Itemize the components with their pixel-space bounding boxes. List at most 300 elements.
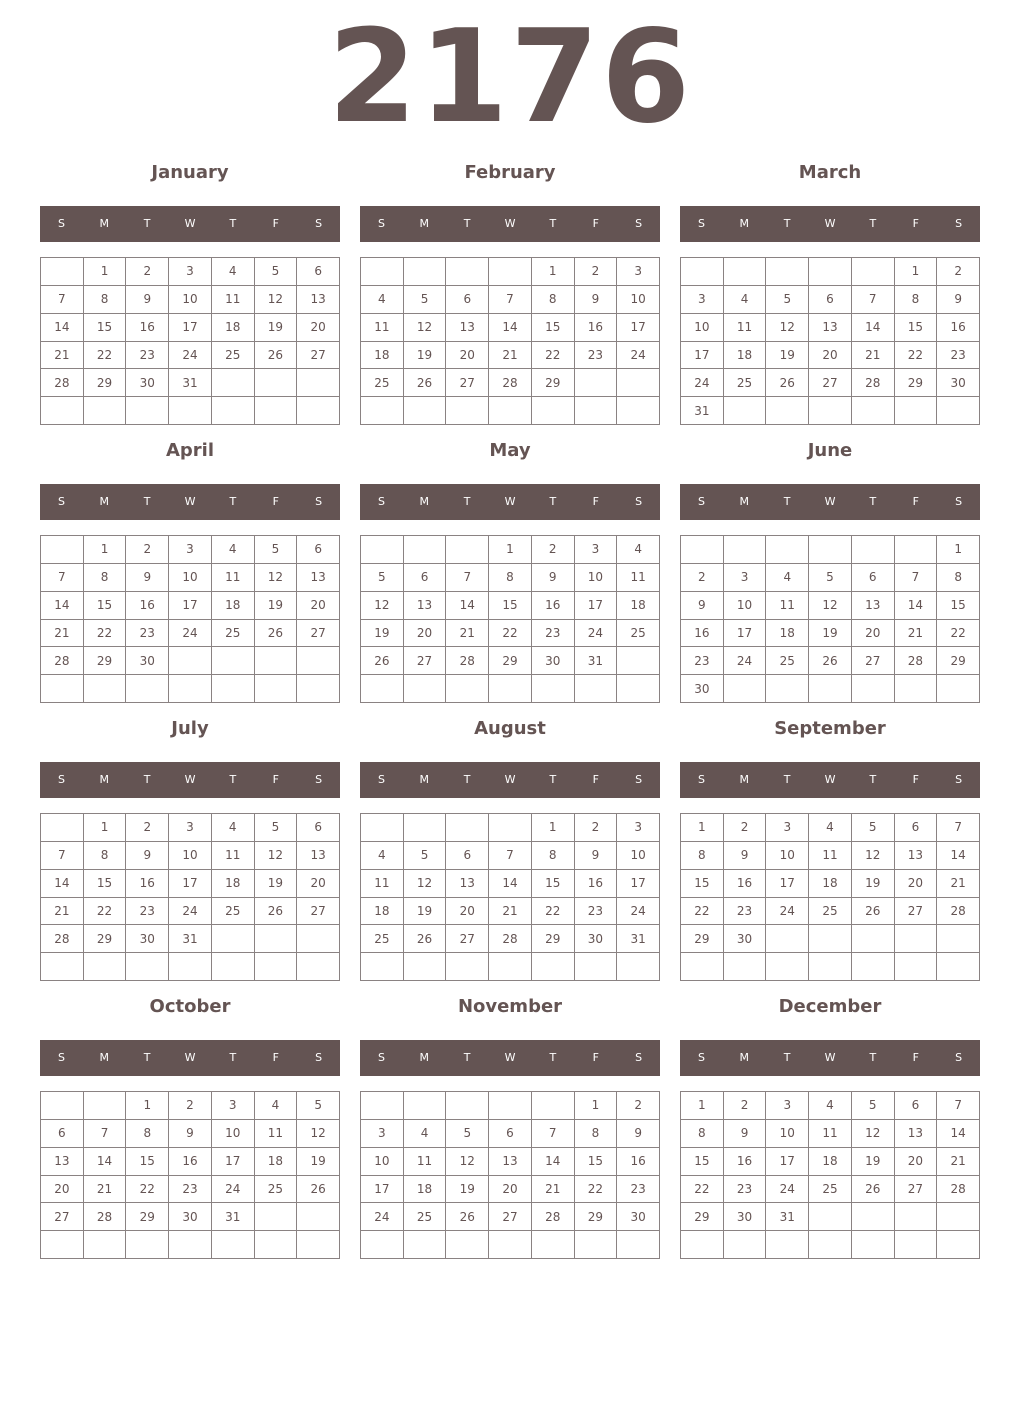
empty-day-cell <box>809 925 852 953</box>
empty-day-cell <box>297 1203 340 1231</box>
weekday-label: S <box>315 495 323 508</box>
day-cell: 10 <box>766 1120 809 1148</box>
day-cell: 18 <box>809 870 852 898</box>
empty-day-cell <box>212 369 255 397</box>
day-cell: 6 <box>297 536 340 564</box>
empty-day-cell <box>446 1231 489 1259</box>
weekday-label: T <box>869 1051 877 1064</box>
empty-day-cell <box>84 397 127 425</box>
day-cell: 8 <box>489 564 532 592</box>
day-cell: 27 <box>297 342 340 370</box>
empty-day-cell <box>895 536 938 564</box>
day-cell: 9 <box>575 842 618 870</box>
day-cell: 26 <box>404 925 447 953</box>
day-cell: 18 <box>255 1148 298 1176</box>
day-cell: 6 <box>297 814 340 842</box>
day-cell: 1 <box>84 258 127 286</box>
day-cell: 25 <box>809 898 852 926</box>
day-cell: 27 <box>404 647 447 675</box>
day-cell: 29 <box>895 369 938 397</box>
empty-day-cell <box>446 1092 489 1120</box>
day-cell: 29 <box>84 925 127 953</box>
empty-day-cell <box>895 397 938 425</box>
weekday-label: F <box>592 495 599 508</box>
day-cell: 12 <box>852 842 895 870</box>
day-cell: 19 <box>255 314 298 342</box>
empty-day-cell <box>297 369 340 397</box>
empty-day-cell <box>617 1231 660 1259</box>
day-cell: 29 <box>489 647 532 675</box>
day-cell: 22 <box>681 898 724 926</box>
empty-day-cell <box>724 675 767 703</box>
day-cell: 30 <box>617 1203 660 1231</box>
day-cell: 28 <box>446 647 489 675</box>
day-cell: 10 <box>212 1120 255 1148</box>
weekday-label: S <box>377 1051 385 1064</box>
empty-day-cell <box>212 675 255 703</box>
weekday-label: T <box>549 217 557 230</box>
day-cell: 20 <box>404 620 447 648</box>
day-cell: 16 <box>617 1148 660 1176</box>
empty-day-cell <box>297 675 340 703</box>
day-cell: 21 <box>41 898 84 926</box>
day-grid <box>40 257 340 425</box>
day-cell: 6 <box>446 842 489 870</box>
day-cell: 1 <box>681 1092 724 1120</box>
day-cell: 4 <box>809 814 852 842</box>
day-cell: 3 <box>617 258 660 286</box>
day-cell: 18 <box>766 620 809 648</box>
day-cell: 14 <box>532 1148 575 1176</box>
empty-day-cell <box>766 953 809 981</box>
weekday-header <box>40 484 340 520</box>
day-cell: 2 <box>937 258 980 286</box>
weekday-label: T <box>143 495 151 508</box>
empty-day-cell <box>255 397 298 425</box>
weekday-label: T <box>463 217 471 230</box>
month-title: July <box>171 718 209 739</box>
empty-day-cell <box>617 675 660 703</box>
weekday-label: S <box>315 1051 323 1064</box>
empty-day-cell <box>212 953 255 981</box>
day-cell: 14 <box>937 1120 980 1148</box>
day-cell: 27 <box>446 925 489 953</box>
day-cell: 29 <box>126 1203 169 1231</box>
day-cell: 19 <box>404 342 447 370</box>
day-cell: 12 <box>297 1120 340 1148</box>
month-title: March <box>798 162 862 183</box>
day-cell: 15 <box>532 314 575 342</box>
weekday-label: S <box>635 1051 643 1064</box>
day-cell: 15 <box>681 1148 724 1176</box>
day-cell: 23 <box>724 898 767 926</box>
weekday-label: M <box>99 217 110 230</box>
day-cell: 12 <box>404 314 447 342</box>
weekday-label: M <box>419 1051 430 1064</box>
weekday-label: T <box>463 495 471 508</box>
day-cell: 21 <box>937 870 980 898</box>
day-cell: 28 <box>937 898 980 926</box>
day-cell: 26 <box>809 647 852 675</box>
day-cell: 1 <box>126 1092 169 1120</box>
day-cell: 1 <box>895 258 938 286</box>
weekday-label: T <box>783 1051 791 1064</box>
empty-day-cell <box>212 925 255 953</box>
day-cell: 5 <box>255 536 298 564</box>
weekday-label: W <box>184 773 196 786</box>
day-cell: 27 <box>895 1176 938 1204</box>
day-cell: 6 <box>809 286 852 314</box>
empty-day-cell <box>297 953 340 981</box>
day-cell: 12 <box>852 1120 895 1148</box>
weekday-header <box>680 762 980 798</box>
day-cell: 24 <box>766 1176 809 1204</box>
empty-day-cell <box>404 258 447 286</box>
day-cell: 2 <box>724 814 767 842</box>
day-cell: 25 <box>724 369 767 397</box>
day-cell: 29 <box>84 647 127 675</box>
day-cell: 23 <box>575 342 618 370</box>
day-cell: 25 <box>809 1176 852 1204</box>
month-title: September <box>774 718 886 739</box>
day-cell: 5 <box>852 1092 895 1120</box>
empty-day-cell <box>212 1231 255 1259</box>
day-cell: 21 <box>895 620 938 648</box>
day-cell: 25 <box>617 620 660 648</box>
day-cell: 11 <box>724 314 767 342</box>
day-cell: 9 <box>532 564 575 592</box>
day-cell: 20 <box>895 1148 938 1176</box>
day-cell: 3 <box>212 1092 255 1120</box>
day-cell: 30 <box>126 369 169 397</box>
day-cell: 23 <box>575 898 618 926</box>
day-cell: 22 <box>681 1176 724 1204</box>
day-cell: 27 <box>446 369 489 397</box>
day-cell: 9 <box>169 1120 212 1148</box>
day-cell: 8 <box>84 564 127 592</box>
empty-day-cell <box>255 925 298 953</box>
day-cell: 4 <box>212 814 255 842</box>
empty-day-cell <box>937 953 980 981</box>
empty-day-cell <box>446 536 489 564</box>
day-cell: 24 <box>212 1176 255 1204</box>
day-cell: 7 <box>895 564 938 592</box>
weekday-label: S <box>955 1051 963 1064</box>
day-cell: 18 <box>724 342 767 370</box>
day-cell: 13 <box>852 592 895 620</box>
empty-day-cell <box>766 1231 809 1259</box>
weekday-label: F <box>272 1051 279 1064</box>
empty-day-cell <box>809 1231 852 1259</box>
day-cell: 24 <box>724 647 767 675</box>
day-cell: 22 <box>895 342 938 370</box>
day-cell: 2 <box>126 536 169 564</box>
day-cell: 17 <box>617 314 660 342</box>
day-cell: 24 <box>681 369 724 397</box>
weekday-label: T <box>143 773 151 786</box>
weekday-label: F <box>272 773 279 786</box>
weekday-label: M <box>739 217 750 230</box>
day-cell: 15 <box>84 314 127 342</box>
day-cell: 22 <box>84 342 127 370</box>
day-cell: 24 <box>766 898 809 926</box>
day-cell: 9 <box>724 1120 767 1148</box>
weekday-label: W <box>184 217 196 230</box>
empty-day-cell <box>617 647 660 675</box>
day-cell: 17 <box>617 870 660 898</box>
empty-day-cell <box>766 925 809 953</box>
day-grid <box>680 257 980 425</box>
day-cell: 27 <box>489 1203 532 1231</box>
day-cell: 11 <box>212 842 255 870</box>
empty-day-cell <box>681 953 724 981</box>
day-grid <box>360 257 660 425</box>
empty-day-cell <box>404 536 447 564</box>
day-cell: 22 <box>84 620 127 648</box>
weekday-label: F <box>272 495 279 508</box>
day-cell: 25 <box>404 1203 447 1231</box>
day-cell: 15 <box>681 870 724 898</box>
weekday-label: T <box>143 217 151 230</box>
weekday-label: F <box>912 217 919 230</box>
day-cell: 10 <box>617 286 660 314</box>
weekday-label: S <box>955 217 963 230</box>
day-cell: 31 <box>169 925 212 953</box>
weekday-label: T <box>549 773 557 786</box>
day-cell: 7 <box>446 564 489 592</box>
day-cell: 22 <box>532 898 575 926</box>
weekday-label: T <box>229 217 237 230</box>
weekday-header <box>680 1040 980 1076</box>
day-grid <box>680 535 980 703</box>
day-cell: 4 <box>212 258 255 286</box>
day-cell: 28 <box>41 369 84 397</box>
day-cell: 28 <box>937 1176 980 1204</box>
day-cell: 3 <box>169 258 212 286</box>
day-cell: 6 <box>895 814 938 842</box>
day-cell: 18 <box>361 898 404 926</box>
weekday-label: S <box>635 773 643 786</box>
day-cell: 26 <box>766 369 809 397</box>
day-cell: 16 <box>126 314 169 342</box>
day-cell: 25 <box>255 1176 298 1204</box>
empty-day-cell <box>255 675 298 703</box>
day-cell: 29 <box>575 1203 618 1231</box>
weekday-header <box>40 762 340 798</box>
day-cell: 16 <box>575 314 618 342</box>
day-cell: 6 <box>446 286 489 314</box>
empty-day-cell <box>169 397 212 425</box>
day-cell: 23 <box>937 342 980 370</box>
empty-day-cell <box>255 1231 298 1259</box>
day-cell: 26 <box>852 898 895 926</box>
weekday-label: T <box>783 217 791 230</box>
day-cell: 12 <box>255 842 298 870</box>
day-cell: 23 <box>126 898 169 926</box>
empty-day-cell <box>532 1092 575 1120</box>
empty-day-cell <box>489 675 532 703</box>
day-cell: 11 <box>404 1148 447 1176</box>
weekday-label: F <box>912 1051 919 1064</box>
empty-day-cell <box>617 953 660 981</box>
weekday-label: S <box>57 1051 65 1064</box>
weekday-label: S <box>57 773 65 786</box>
day-cell: 2 <box>126 258 169 286</box>
day-cell: 21 <box>41 620 84 648</box>
day-cell: 9 <box>126 564 169 592</box>
weekday-label: M <box>419 495 430 508</box>
empty-day-cell <box>895 675 938 703</box>
weekday-header <box>360 484 660 520</box>
empty-day-cell <box>532 1231 575 1259</box>
empty-day-cell <box>766 675 809 703</box>
day-cell: 14 <box>895 592 938 620</box>
day-cell: 23 <box>532 620 575 648</box>
empty-day-cell <box>212 647 255 675</box>
empty-day-cell <box>297 397 340 425</box>
day-cell: 7 <box>41 286 84 314</box>
day-cell: 10 <box>681 314 724 342</box>
day-cell: 14 <box>41 314 84 342</box>
day-cell: 8 <box>84 286 127 314</box>
empty-day-cell <box>617 369 660 397</box>
day-cell: 19 <box>852 1148 895 1176</box>
weekday-header <box>40 206 340 242</box>
weekday-label: S <box>57 495 65 508</box>
day-cell: 7 <box>532 1120 575 1148</box>
day-cell: 22 <box>575 1176 618 1204</box>
day-cell: 16 <box>532 592 575 620</box>
day-cell: 24 <box>575 620 618 648</box>
empty-day-cell <box>41 397 84 425</box>
day-cell: 22 <box>937 620 980 648</box>
day-grid <box>360 1091 660 1259</box>
empty-day-cell <box>852 397 895 425</box>
weekday-label: W <box>504 773 516 786</box>
empty-day-cell <box>404 1231 447 1259</box>
day-cell: 2 <box>126 814 169 842</box>
day-cell: 30 <box>532 647 575 675</box>
day-cell: 3 <box>617 814 660 842</box>
day-cell: 4 <box>617 536 660 564</box>
empty-day-cell <box>809 397 852 425</box>
day-cell: 24 <box>169 342 212 370</box>
weekday-label: M <box>99 1051 110 1064</box>
day-cell: 8 <box>84 842 127 870</box>
empty-day-cell <box>489 953 532 981</box>
empty-day-cell <box>724 536 767 564</box>
day-cell: 17 <box>212 1148 255 1176</box>
day-cell: 17 <box>169 592 212 620</box>
weekday-label: S <box>377 773 385 786</box>
day-cell: 19 <box>255 592 298 620</box>
day-cell: 4 <box>255 1092 298 1120</box>
month-title: August <box>474 718 546 739</box>
weekday-label: W <box>824 1051 836 1064</box>
empty-day-cell <box>937 1203 980 1231</box>
day-cell: 1 <box>575 1092 618 1120</box>
day-cell: 11 <box>809 1120 852 1148</box>
day-cell: 22 <box>126 1176 169 1204</box>
day-cell: 16 <box>681 620 724 648</box>
day-cell: 7 <box>937 1092 980 1120</box>
day-cell: 10 <box>169 286 212 314</box>
empty-day-cell <box>169 1231 212 1259</box>
day-cell: 6 <box>852 564 895 592</box>
weekday-header <box>360 1040 660 1076</box>
empty-day-cell <box>297 647 340 675</box>
day-cell: 27 <box>297 898 340 926</box>
day-cell: 21 <box>937 1148 980 1176</box>
day-cell: 13 <box>297 564 340 592</box>
day-cell: 10 <box>766 842 809 870</box>
day-cell: 2 <box>681 564 724 592</box>
day-cell: 7 <box>41 564 84 592</box>
day-cell: 20 <box>297 592 340 620</box>
day-cell: 28 <box>41 647 84 675</box>
day-cell: 4 <box>212 536 255 564</box>
weekday-header <box>680 484 980 520</box>
day-cell: 5 <box>404 286 447 314</box>
day-cell: 30 <box>169 1203 212 1231</box>
weekday-label: W <box>824 773 836 786</box>
empty-day-cell <box>41 953 84 981</box>
day-cell: 2 <box>575 258 618 286</box>
day-cell: 9 <box>937 286 980 314</box>
day-cell: 11 <box>617 564 660 592</box>
empty-day-cell <box>852 953 895 981</box>
weekday-header <box>40 1040 340 1076</box>
day-cell: 13 <box>404 592 447 620</box>
day-cell: 5 <box>852 814 895 842</box>
day-cell: 21 <box>489 342 532 370</box>
day-cell: 4 <box>361 842 404 870</box>
day-cell: 17 <box>681 342 724 370</box>
day-cell: 16 <box>575 870 618 898</box>
day-cell: 15 <box>84 592 127 620</box>
weekday-label: T <box>783 495 791 508</box>
day-cell: 21 <box>532 1176 575 1204</box>
empty-day-cell <box>361 1231 404 1259</box>
weekday-label: S <box>315 773 323 786</box>
day-cell: 27 <box>852 647 895 675</box>
day-cell: 15 <box>895 314 938 342</box>
empty-day-cell <box>297 1231 340 1259</box>
empty-day-cell <box>361 258 404 286</box>
day-grid <box>360 535 660 703</box>
day-cell: 21 <box>41 342 84 370</box>
day-cell: 15 <box>937 592 980 620</box>
day-cell: 7 <box>84 1120 127 1148</box>
day-cell: 14 <box>41 870 84 898</box>
month-title: October <box>149 996 231 1017</box>
day-cell: 14 <box>446 592 489 620</box>
day-cell: 23 <box>724 1176 767 1204</box>
day-cell: 8 <box>126 1120 169 1148</box>
day-cell: 4 <box>404 1120 447 1148</box>
empty-day-cell <box>809 1203 852 1231</box>
day-cell: 31 <box>617 925 660 953</box>
day-cell: 28 <box>84 1203 127 1231</box>
day-cell: 8 <box>681 842 724 870</box>
day-cell: 13 <box>446 870 489 898</box>
empty-day-cell <box>809 536 852 564</box>
empty-day-cell <box>724 397 767 425</box>
day-cell: 10 <box>361 1148 404 1176</box>
weekday-label: M <box>739 1051 750 1064</box>
day-cell: 5 <box>255 814 298 842</box>
day-cell: 8 <box>532 842 575 870</box>
